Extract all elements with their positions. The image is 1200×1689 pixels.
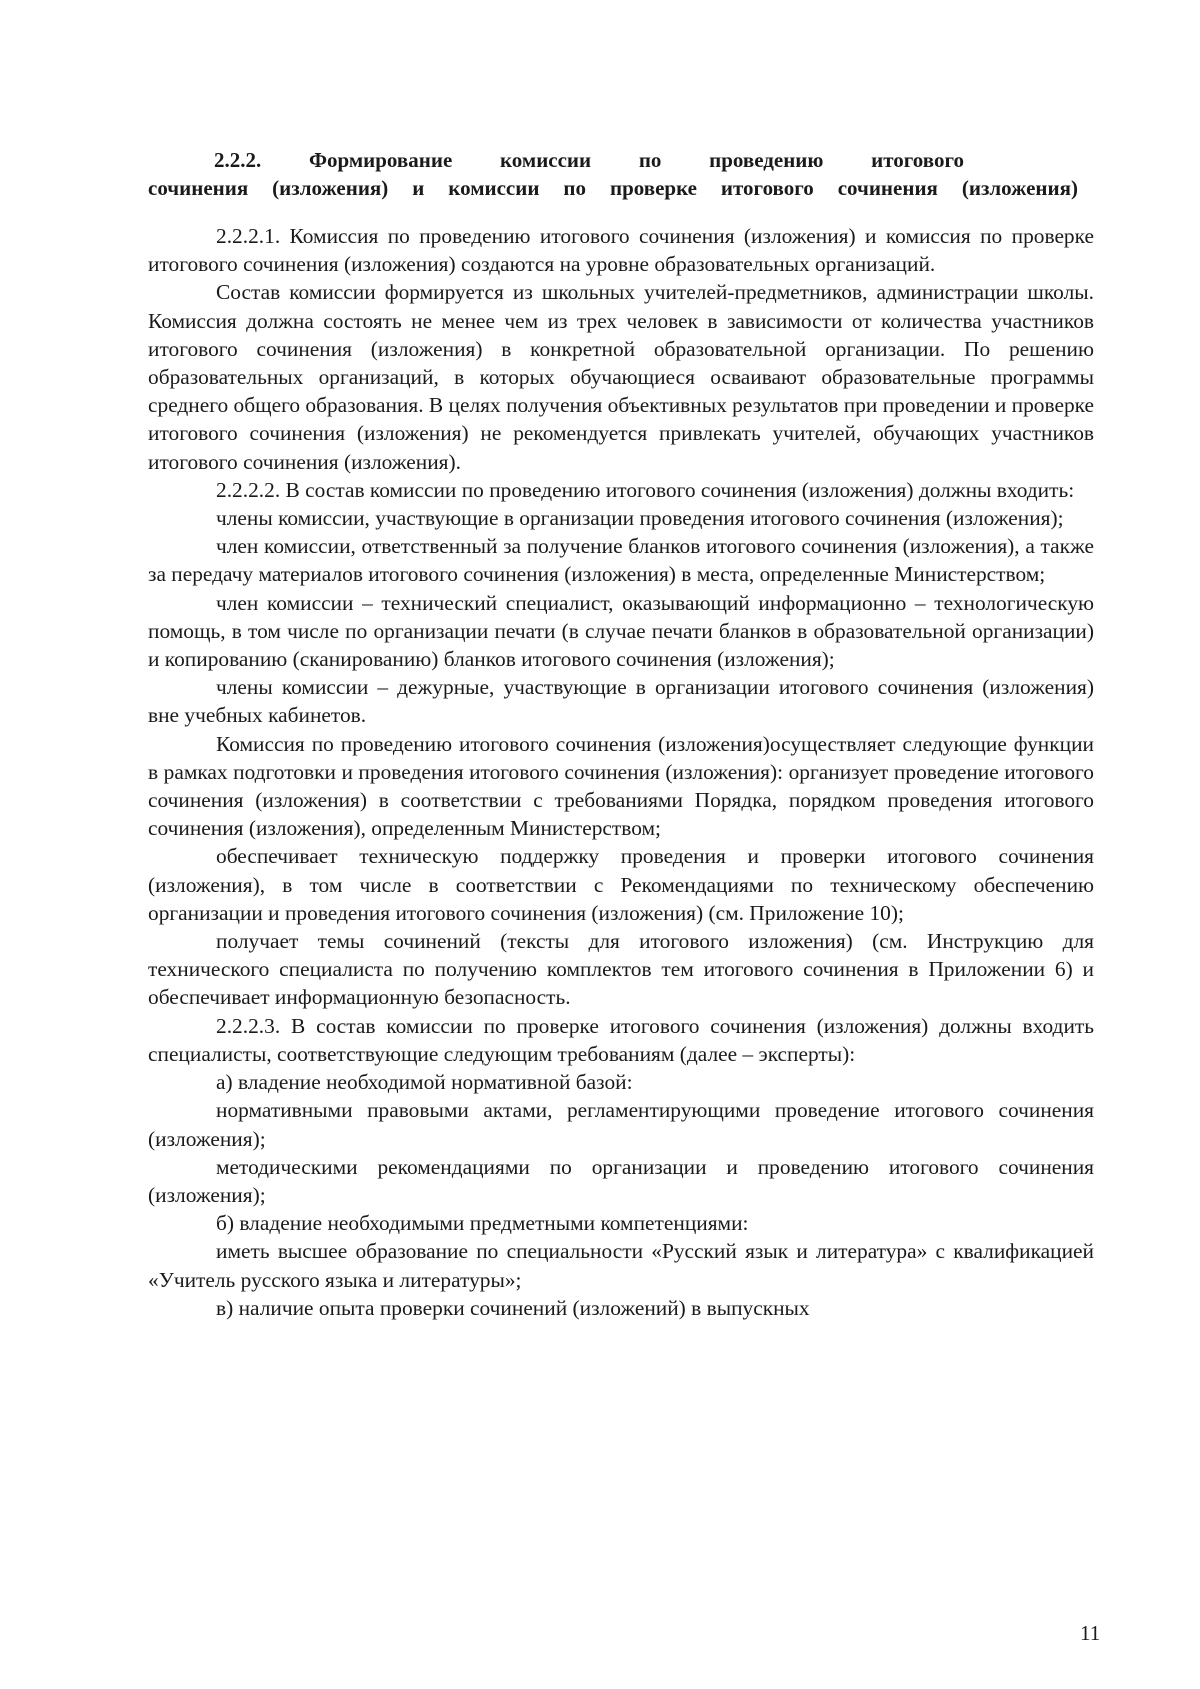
section-heading <box>148 146 1078 202</box>
section-heading-line-2: сочинения (изложения) и комиссии по проверке итогового сочинения (изложения) <box>148 176 1078 200</box>
page-number: 11 <box>1080 1621 1101 1645</box>
section-heading-line-1: 2.2.2. Формирование комиссии по проведению итогового <box>214 148 964 172</box>
paragraph: а) владение необходимой нормативной базой: <box>216 1070 633 1095</box>
paragraph: в) наличие опыта проверки сочинений (изложений) в выпускных <box>216 1295 810 1320</box>
document-body <box>148 222 1094 1322</box>
paragraph: методическими рекомендациями по организации и проведению итогового сочинения (изложения); <box>148 1154 1094 1207</box>
paragraph: б) владение необходимыми предметными компетенциями: <box>216 1211 749 1236</box>
paragraph: нормативными правовыми актами, регламентирующими проведение итогового сочинения (изложения); <box>148 1098 1094 1151</box>
paragraph: 2.2.2.2. В состав комиссии по проведению итогового сочинения (изложения) должны входить: <box>216 477 1075 502</box>
paragraph: получает темы сочинений (тексты для итогового изложения) (см. Инструкцию для технического специалиста по получению комплектов тем итогового сочинения в Приложении 6) и обеспечивает информационную безопасность. <box>148 929 1094 1010</box>
paragraph: иметь высшее образование по специальности «Русский язык и литература» с квалификацией «Учитель русского языка и литературы»; <box>148 1239 1094 1292</box>
paragraph: 2.2.2.1. Комиссия по проведению итогового сочинения (изложения) и комиссия по проверке итогового сочинения (изложения) создаются на уровне образовательных организаций. <box>148 224 1094 277</box>
paragraph: член комиссии – технический специалист, оказывающий информационно – технологическую помощь, в том числе по организации печати (в случае печати бланков в образовательной организации) и копированию (сканированию) бланков итогового сочинения (изложения); <box>148 590 1094 672</box>
paragraph: Состав комиссии формируется из школьных учителей-предметников, администрации школы. Комиссия должна состоять не менее чем из трех человек в зависимости от количества участников итогового сочинения (изложения) в конкретной образовательной организации. По решению образовательных организаций, в которых обучающиеся осваивают образовательные программы среднего общего образования. В целях получения объективных результатов при проведении и проверке итогового сочинения (изложения) не рекомендуется привлекать учителей, обучающих участников итогового сочинения (изложения). <box>148 280 1094 474</box>
paragraph: 2.2.2.3. В состав комиссии по проверке итогового сочинения (изложения) должны входить специалисты, соответствующие следующим требованиям (далее – эксперты): <box>148 1013 1094 1066</box>
paragraph: Комиссия по проведению итогового сочинения (изложения)осуществляет следующие функции в рамках подготовки и проведения итогового сочинения (изложения): организует проведение итогового сочинения (изложения) в соответствии с требованиями Порядка, порядком проведения итогового сочинения (изложения), определенным Министерством; <box>148 731 1094 841</box>
paragraph: обеспечивает техническую поддержку проведения и проверки итогового сочинения (изложения), в том числе в соответствии с Рекомендациями по техническому обеспечению организации и проведения итогового сочинения (изложения) (см. Приложение 10); <box>148 844 1094 925</box>
paragraph: член комиссии, ответственный за получение бланков итогового сочинения (изложения), а также за передачу материалов итогового сочинения (изложения) в места, определенные Министерством; <box>148 534 1094 587</box>
paragraph: члены комиссии, участвующие в организации проведения итогового сочинения (изложения); <box>216 506 1064 531</box>
paragraph: члены комиссии – дежурные, участвующие в организации итогового сочинения (изложения) вне учебных кабинетов. <box>148 675 1094 728</box>
